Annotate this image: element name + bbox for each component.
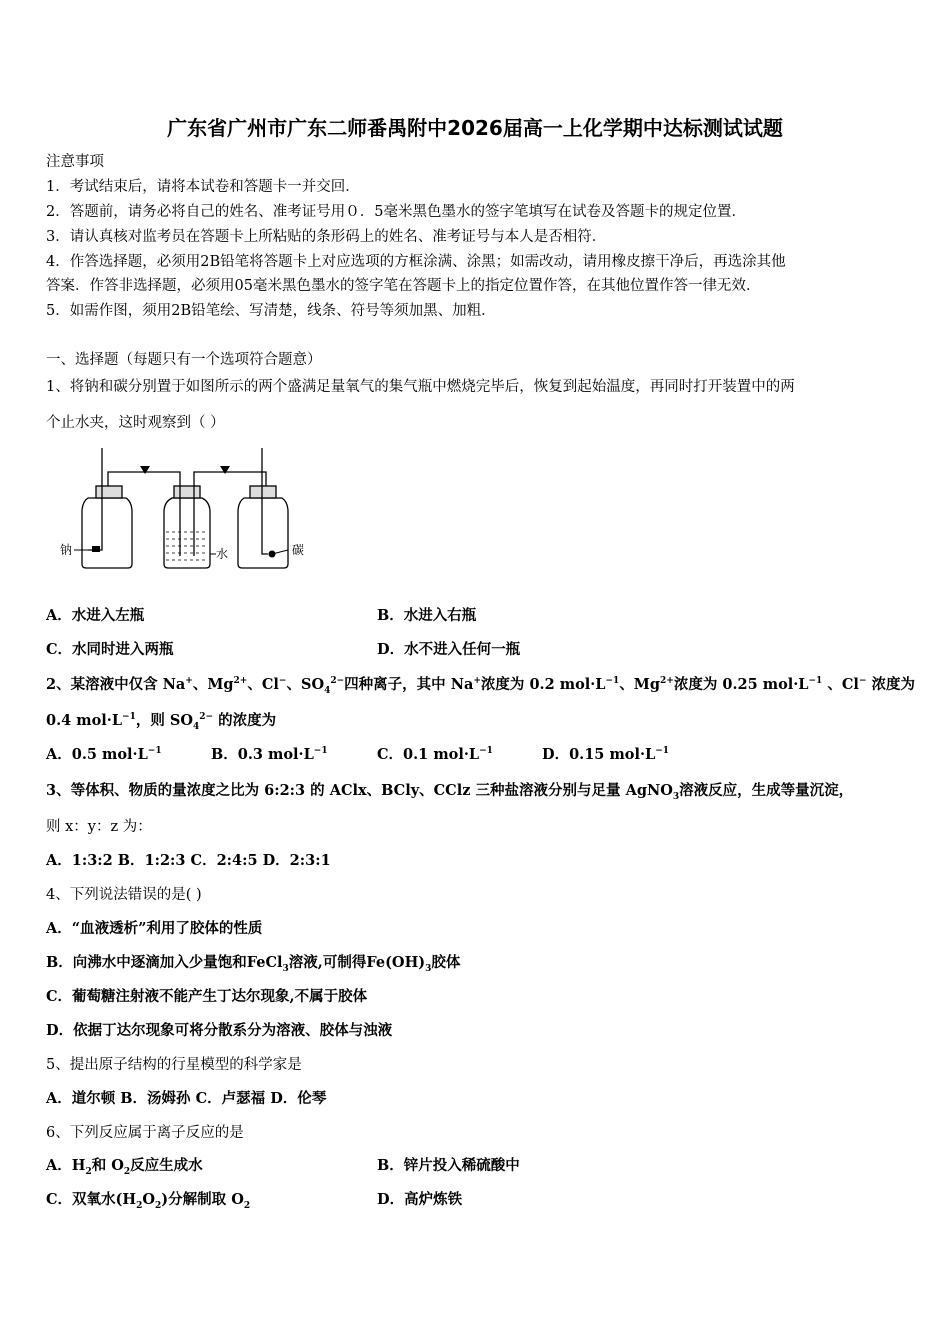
q6-option-c[interactable]: C．双氧水$(H_2O_2)$分解制取 $O_2$ (46, 1191, 251, 1211)
label-water: 水 (216, 547, 229, 561)
q1-option-b[interactable]: B．水进入右瓶 (377, 607, 477, 624)
q1-option-a[interactable]: A．水进入左瓶 (46, 607, 145, 624)
notice-item: 3．请认真核对监考员在答题卡上所粘贴的条形码上的姓名、准考证号与本人是否相符． (46, 229, 607, 245)
middle-bottle (164, 498, 210, 568)
q1-option-d[interactable]: D．水不进入任何一瓶 (377, 641, 521, 658)
left-clamp (140, 466, 150, 474)
notice-item: 5．如需作图，须用2B铅笔绘、写清楚，线条、符号等须加黑、加粗． (46, 303, 496, 319)
page-title: 广东省广州市广东二师番禺附中2026届高一上化学期中达标测试试题 (167, 116, 783, 140)
q4-stem: 4、下列说法错误的是( ) (46, 887, 202, 903)
q1-option-c[interactable]: C．水同时进入两瓶 (46, 641, 174, 658)
left-combustion-spoon (88, 448, 102, 550)
apparatus-diagram (58, 446, 318, 572)
q2-stem-line1: 2、某溶液中仅含 Na+、$Mg^{2+}$、Cl−、$SO_4^{2-}$四种离子，其中 Na+浓度为 0.2 $mol\cdot L^{-1}$、$Mg^{2+}$浓度为 0.25 $mol\cdot L^{-1}$ 、Cl− 浓度为 (46, 676, 916, 696)
right-tube (194, 472, 266, 556)
q4-option-b[interactable]: B．向沸水中逐滴加入少量饱和FeCl$_3$溶液,可制得$Fe(OH)_3$胶体 (46, 954, 461, 974)
sodium-sample (92, 546, 100, 552)
right-combustion-spoon (262, 448, 268, 554)
notice-item: 2．答题前，请务必将自己的姓名、准考证号用０．5毫米黑色墨水的签字笔填写在试卷及答题卡的规定位置． (46, 204, 746, 220)
right-clamp (220, 466, 230, 474)
section-heading: 一、选择题（每题只有一个选项符合题意） (46, 352, 322, 368)
q5-options[interactable]: A．道尔顿 B．汤姆孙 C．卢瑟福 D．伦琴 (46, 1090, 327, 1107)
q2-option-b[interactable]: B．0.3 $mol\cdot L^{-1}$ (211, 746, 328, 763)
q4-option-d[interactable]: D．依据丁达尔现象可将分散系分为溶液、胶体与浊液 (46, 1022, 393, 1039)
q6-stem: 6、下列反应属于离子反应的是 (46, 1125, 244, 1141)
right-bottle (238, 498, 288, 568)
left-tube (108, 472, 180, 556)
q3-stem-line1: 3、等体积、物质的量浓度之比为 6:2:3 的 AClx、BCly、CClz 三种盐溶液分别与足量 AgNO$_3$溶液反应，生成等量沉淀， (46, 782, 854, 802)
notice-item: 4．作答选择题，必须用2B铅笔将答题卡上对应选项的方框涂满、涂黑；如需改动，请用橡皮擦干净后，再选涂其他 (46, 254, 786, 270)
left-stopper (96, 486, 122, 498)
q1-stem-line2: 个止水夹，这时观察到（ ） (46, 415, 225, 431)
middle-stopper (174, 486, 200, 498)
q6-option-d[interactable]: D．高炉炼铁 (377, 1191, 463, 1208)
q5-stem: 5、提出原子结构的行星模型的科学家是 (46, 1057, 302, 1073)
q2-option-a[interactable]: A．0.5 $mol\cdot L^{-1}$ (46, 746, 162, 763)
label-carbon: 碳 (292, 543, 305, 557)
q2-option-d[interactable]: D．0.15 $mol\cdot L^{-1}$ (542, 746, 670, 763)
right-stopper (250, 486, 276, 498)
q2-stem-line2: 0.4 $mol\cdot L^{-1}$，则 $SO_4^{2-}$ 的浓度为 (46, 712, 277, 732)
q3-stem-line2: 则 x：y：z 为： (46, 819, 152, 835)
notice-heading: 注意事项 (46, 154, 104, 170)
q4-option-c[interactable]: C．葡萄糖注射液不能产生丁达尔现象,不属于胶体 (46, 988, 368, 1005)
notice-item: 1．考试结束后，请将本试卷和答题卡一并交回． (46, 179, 360, 195)
q2-option-c[interactable]: C．0.1 $mol\cdot L^{-1}$ (377, 746, 493, 763)
label-sodium: 钠 (60, 543, 73, 557)
notice-item: 答案．作答非选择题，必须用05毫米黑色墨水的签字笔在答题卡上的指定位置作答，在其他位置作答一律无效． (46, 278, 761, 294)
q1-stem-line1: 1、将钠和碳分别置于如图所示的两个盛满足量氧气的集气瓶中燃烧完毕后，恢复到起始温度，再同时打开装置中的两 (46, 379, 795, 395)
q6-option-b[interactable]: B．锌片投入稀硫酸中 (377, 1157, 520, 1174)
left-bottle (82, 498, 132, 568)
q4-option-a[interactable]: A．“血液透析”利用了胶体的性质 (46, 920, 263, 937)
q3-options[interactable]: A．1:3:2 B．1:2:3 C．2:4:5 D．2:3:1 (46, 852, 331, 869)
q6-option-a[interactable]: A．$H_2$和 $O_2$反应生成水 (46, 1157, 203, 1177)
